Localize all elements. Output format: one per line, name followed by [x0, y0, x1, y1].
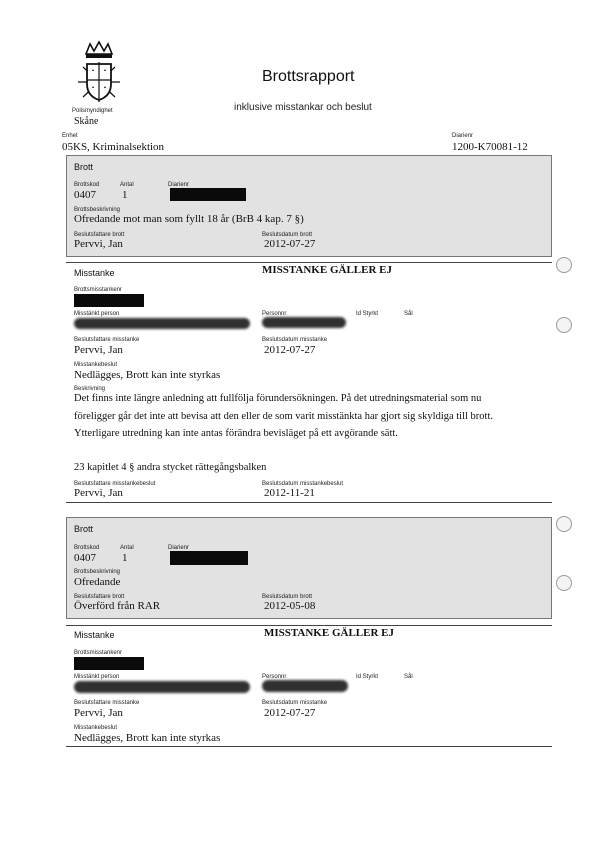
- misstanke-heading-2: Misstanke: [74, 630, 115, 640]
- beslutsdatum-brott-label-2: Beslutsdatum brott: [262, 594, 313, 600]
- beslutsfattare-brott-value-2: Överförd från RAR: [74, 600, 161, 612]
- beskrivning-line-1: Det finns inte längre anledning att fullfölja förundersökningen. På det utredningsmaterial som nu: [74, 393, 482, 404]
- diarienr-label: Diarienr: [452, 133, 474, 139]
- beslutsdatum-misstanke-value-1: 2012-07-27: [264, 344, 316, 356]
- misstankebeslut-label-2: Misstankebeslut: [74, 725, 118, 731]
- misstanke-divider-1: [66, 262, 552, 263]
- personnr-label-1: Personnr: [262, 311, 287, 317]
- redacted-person-2: [74, 681, 250, 693]
- personnr-label-2: Personnr: [262, 674, 287, 680]
- beslutsfattare-brott-label-2: Beslutsfattare brott: [74, 594, 125, 600]
- misstankt-person-label-2: Misstänkt person: [74, 674, 120, 680]
- brottsmisstankenr-label-2: Brottsmisstankenr: [74, 650, 123, 656]
- misstanke-status-1: MISSTANKE GÄLLER EJ: [262, 264, 392, 276]
- redacted-diarienr-1: [170, 188, 246, 201]
- antal-label-1: Antal: [120, 182, 134, 188]
- redacted-diarienr-2: [170, 551, 248, 565]
- brott-diarienr-label-2: Diarienr: [168, 545, 190, 551]
- antal-value-1: 1: [122, 189, 128, 201]
- misstanke-divider-2: [66, 625, 552, 626]
- beslutsfattare-misstanke-label-1: Beslutsfattare misstanke: [74, 337, 140, 343]
- antal-label-2: Antal: [120, 545, 134, 551]
- beskrivning-line-4: 23 kapitlet 4 § andra stycket rättegångsbalken: [74, 462, 267, 473]
- enhet-value: 05KS, Kriminalsektion: [62, 141, 165, 153]
- sald-label-1: Sål: [404, 311, 413, 317]
- beslutsdatum-misstankebeslut-label-1: Beslutsdatum misstankebeslut: [262, 481, 344, 487]
- beslutsdatum-brott-value-1: 2012-07-27: [264, 238, 316, 250]
- beslutsdatum-misstanke-label-1: Beslutsdatum misstanke: [262, 337, 328, 343]
- beskrivning-line-3: Ytterligare utredning kan inte antas förändra bevisläget på ett avgörande sätt.: [74, 428, 398, 439]
- diarienr-value: 1200-K70081-12: [452, 141, 528, 153]
- redacted-personnr-2: [262, 680, 348, 692]
- beslutsdatum-brott-value-2: 2012-05-08: [264, 600, 316, 612]
- brottskod-label-2: Brottskod: [74, 545, 100, 551]
- beslutsfattare-misstanke-value-1: Pervvi, Jan: [74, 344, 123, 356]
- brottskod-label-1: Brottskod: [74, 182, 100, 188]
- beslutsfattare-brott-label-1: Beslutsfattare brott: [74, 232, 125, 238]
- misstankt-person-label-1: Misstänkt person: [74, 311, 120, 317]
- brottsbeskrivning-label-1: Brottsbeskrivning: [74, 207, 121, 213]
- brottsbeskrivning-value-2: Ofredande: [74, 576, 121, 588]
- beslutsdatum-misstanke-label-2: Beslutsdatum misstanke: [262, 700, 328, 706]
- punch-hole-icon: [556, 257, 572, 273]
- brottsbeskrivning-label-2: Brottsbeskrivning: [74, 569, 121, 575]
- id-styrkt-label-1: Id Styrkt: [356, 311, 379, 317]
- brottsbeskrivning-value-1: Ofredande mot man som fyllt 18 år (BrB 4 kap. 7 §): [74, 213, 304, 225]
- beslutsfattare-brott-value-1: Pervvi, Jan: [74, 238, 123, 250]
- document-subtitle: inklusive misstankar och beslut: [234, 102, 372, 113]
- id-styrkt-label-2: Id Styrkt: [356, 674, 379, 680]
- beslutsdatum-misstanke-value-2: 2012-07-27: [264, 707, 316, 719]
- misstankebeslut-label-1: Misstankebeslut: [74, 362, 118, 368]
- redacted-person-1: [74, 318, 250, 329]
- beslutsfattare-misstanke-value-2: Pervvi, Jan: [74, 707, 123, 719]
- misstanke-end-divider-2: [66, 746, 552, 747]
- authority-label: Polismyndighet: [72, 108, 113, 114]
- beslutsdatum-brott-label-1: Beslutsdatum brott: [262, 232, 313, 238]
- sald-label-2: Sål: [404, 674, 413, 680]
- punch-hole-icon: [556, 516, 572, 532]
- misstankebeslut-value-1: Nedlägges, Brott kan inte styrkas: [74, 369, 221, 381]
- misstanke-heading-1: Misstanke: [74, 268, 115, 278]
- redacted-brottsmisstankenr-1: [74, 294, 144, 307]
- brott-diarienr-label-1: Diarienr: [168, 182, 190, 188]
- punch-hole-icon: [556, 317, 572, 333]
- beslutsfattare-misstankebeslut-value-1: Pervvi, Jan: [74, 487, 123, 499]
- beslutsdatum-misstankebeslut-value-1: 2012-11-21: [264, 487, 315, 499]
- beskrivning-label-1: Beskrivning: [74, 386, 106, 392]
- beslutsfattare-misstankebeslut-label-1: Beslutsfattare misstankebeslut: [74, 481, 156, 487]
- redacted-personnr-1: [262, 317, 346, 328]
- misstanke-end-divider-1: [66, 502, 552, 503]
- redacted-brottsmisstankenr-2: [74, 657, 144, 670]
- brottskod-value-2: 0407: [74, 552, 96, 564]
- brott-heading-2: Brott: [74, 524, 94, 534]
- document-title: Brottsrapport: [262, 68, 355, 85]
- antal-value-2: 1: [122, 552, 128, 564]
- punch-hole-icon: [556, 575, 572, 591]
- brottskod-value-1: 0407: [74, 189, 96, 201]
- brott-heading-1: Brott: [74, 162, 94, 172]
- misstanke-status-2: MISSTANKE GÄLLER EJ: [264, 627, 394, 639]
- beslutsfattare-misstanke-label-2: Beslutsfattare misstanke: [74, 700, 140, 706]
- misstankebeslut-value-2: Nedlägges, Brott kan inte styrkas: [74, 732, 221, 744]
- region-name: Skåne: [74, 116, 99, 127]
- brottsmisstankenr-label-1: Brottsmisstankenr: [74, 287, 123, 293]
- police-crest-icon: [72, 40, 126, 106]
- beskrivning-line-2: föreligger går det inte att bevisa att den eller de som varit misstänkta har gjort sig skyldiga till brott.: [74, 411, 494, 422]
- enhet-label: Enhet: [62, 133, 78, 139]
